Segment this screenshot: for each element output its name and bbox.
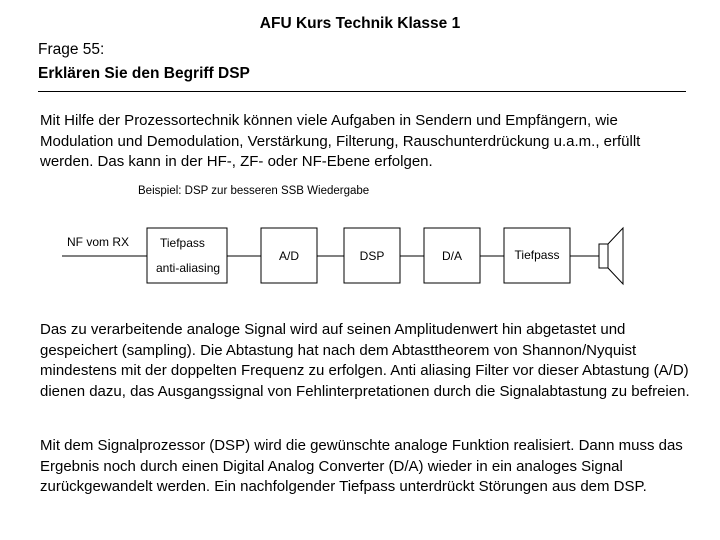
- page-title: AFU Kurs Technik Klasse 1: [259, 15, 461, 32]
- input-label: NF vom RX: [67, 235, 130, 249]
- block-lowpass-out-label: Tiefpass: [514, 248, 560, 262]
- block-lowpass-in-label-1: Tiefpass: [160, 236, 205, 250]
- speaker-icon: [599, 228, 623, 284]
- processor-paragraph: Mit dem Signalprozessor (DSP) wird die gewünschte analoge Funktion realisiert. Dann muss das Ergebnis noch durch einen Digital Analog Converter (D/A) wieder in ein analoges Signal zurückgewandelt werden. Ein nachfolgender Tiefpass unterdrückt Störungen aus dem DSP.: [40, 437, 683, 495]
- diagram-caption: Beispiel: DSP zur besseren SSB Wiedergabe: [138, 185, 370, 197]
- dsp-block-diagram: [60, 178, 640, 303]
- divider: [38, 91, 686, 92]
- sampling-paragraph: Das zu verarbeitende analoge Signal wird auf seinen Amplitudenwert hin abgetastet und gespeichert (sampling). Die Abtastung hat nach dem Abtasttheorem von Shannon/Nyquist mindestens mit der doppelten Frequenz zu erfolgen. Anti aliasing Filter vor dieser Abtastung (A/D) dienen dazu, das Ausgangssignal von Fehlinterpretationen durch die Signalabtastung zu befreien.: [40, 321, 690, 400]
- question-text: Erklären Sie den Begriff DSP: [38, 65, 250, 82]
- block-da-label: D/A: [441, 249, 463, 263]
- question-number: Frage 55:: [38, 41, 105, 58]
- block-ad-label: A/D: [278, 249, 300, 263]
- intro-paragraph: Mit Hilfe der Prozessortechnik können viele Aufgaben in Sendern und Empfängern, wie Modulation und Demodulation, Verstärkung, Filterung, Rauschunterdrückung u.a.m., erfüllt werden. Das kann in der HF-, ZF- oder NF-Ebene erfolgen.: [40, 112, 641, 170]
- block-lowpass-in-label-2: anti-aliasing: [156, 261, 221, 275]
- block-dsp-label: DSP: [359, 249, 385, 263]
